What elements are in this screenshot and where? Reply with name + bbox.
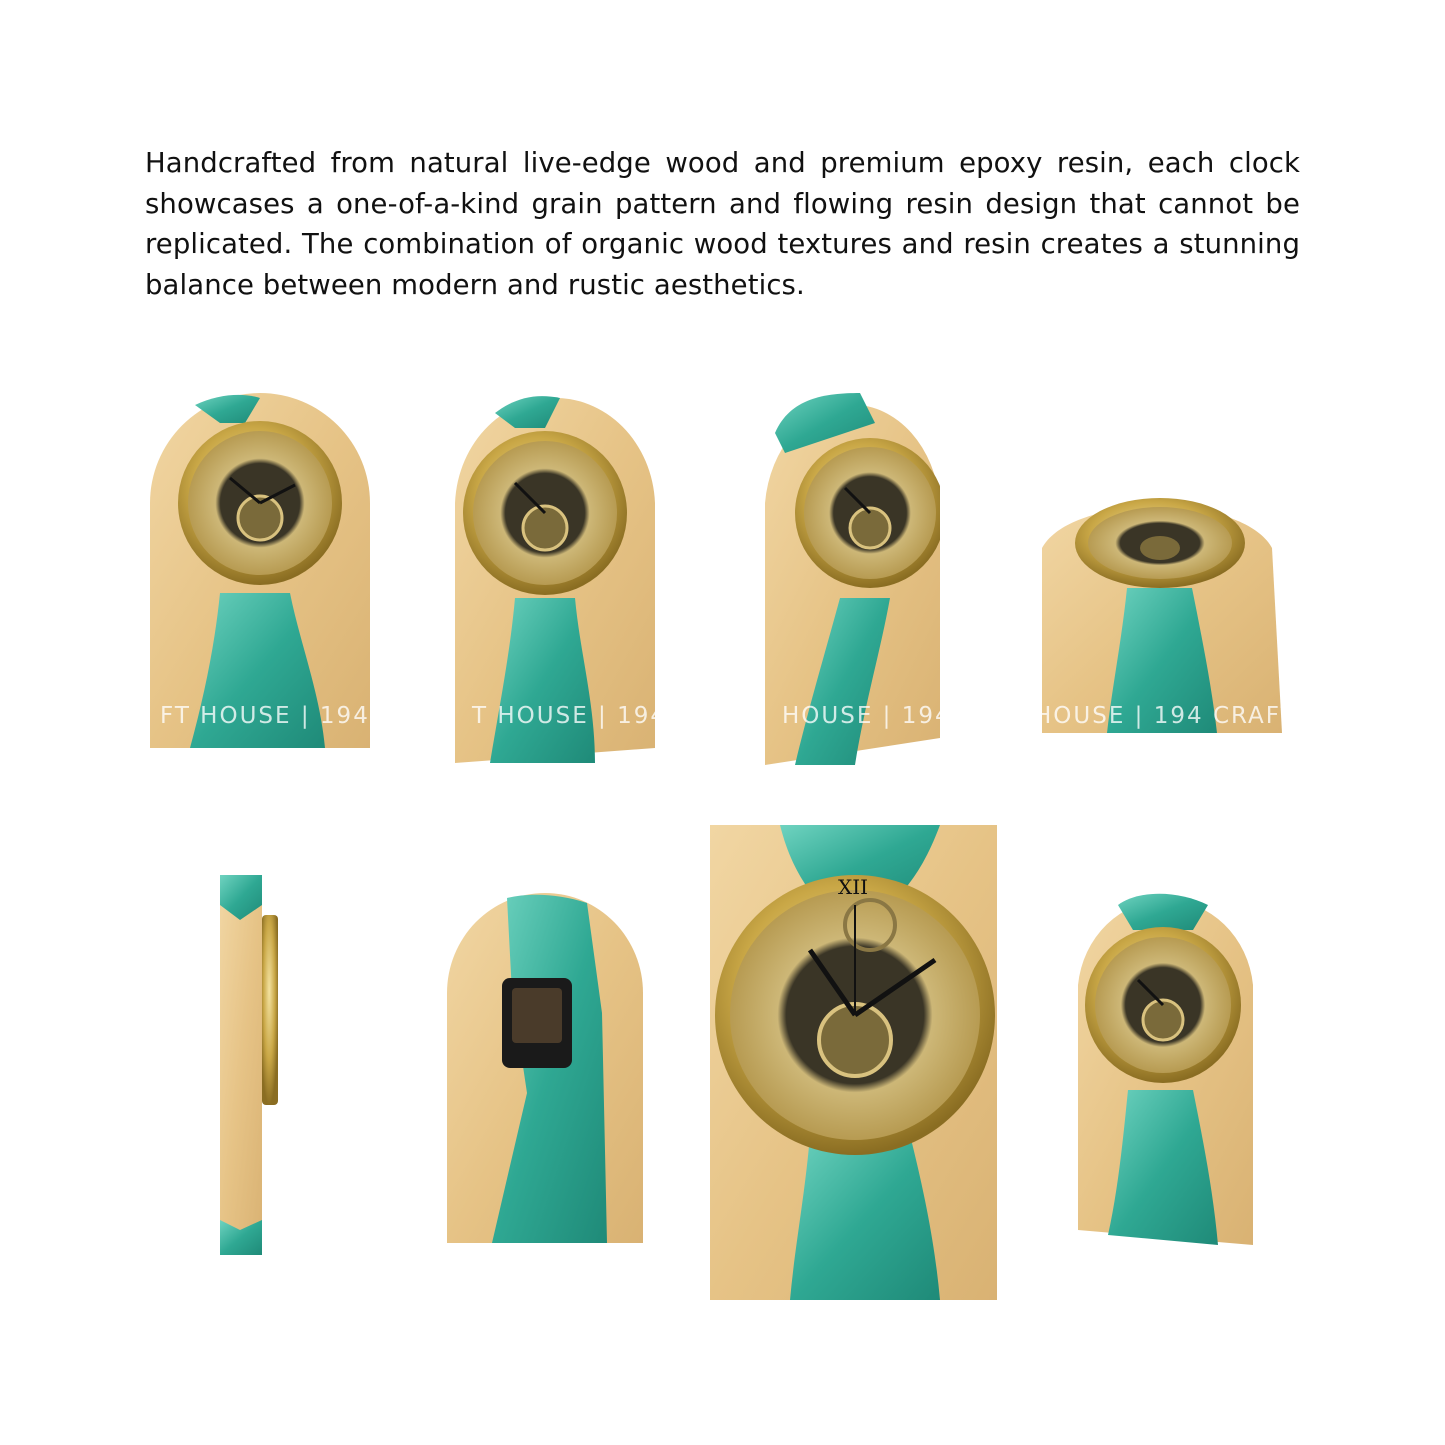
clock-photo-angle-front [1078,890,1253,1245]
watermark-3: HOUSE | 194 C [782,703,980,729]
clock-photo-side [220,875,282,1255]
watermark-2: T HOUSE | 194 [472,703,667,729]
product-description: Handcrafted from natural live-edge wood and premium epoxy resin, each clock showcases a one-of-a-kind grain pattern and flowing resin design that cannot be replicated. The combination of organic wood textures and resin creates a stunning balance between modern and rustic aesthetics. [145,147,1300,301]
watermark-4: HOUSE | 194 CRAFT [1034,703,1297,729]
watermark-1: FT HOUSE | 194 [160,703,370,729]
clock-photo-closeup [710,825,997,1300]
closeup-dial-numeral: XII [838,875,869,899]
clock-photo-top [1032,488,1284,733]
clock-photo-front [150,393,370,748]
clock-photo-back [447,893,643,1243]
